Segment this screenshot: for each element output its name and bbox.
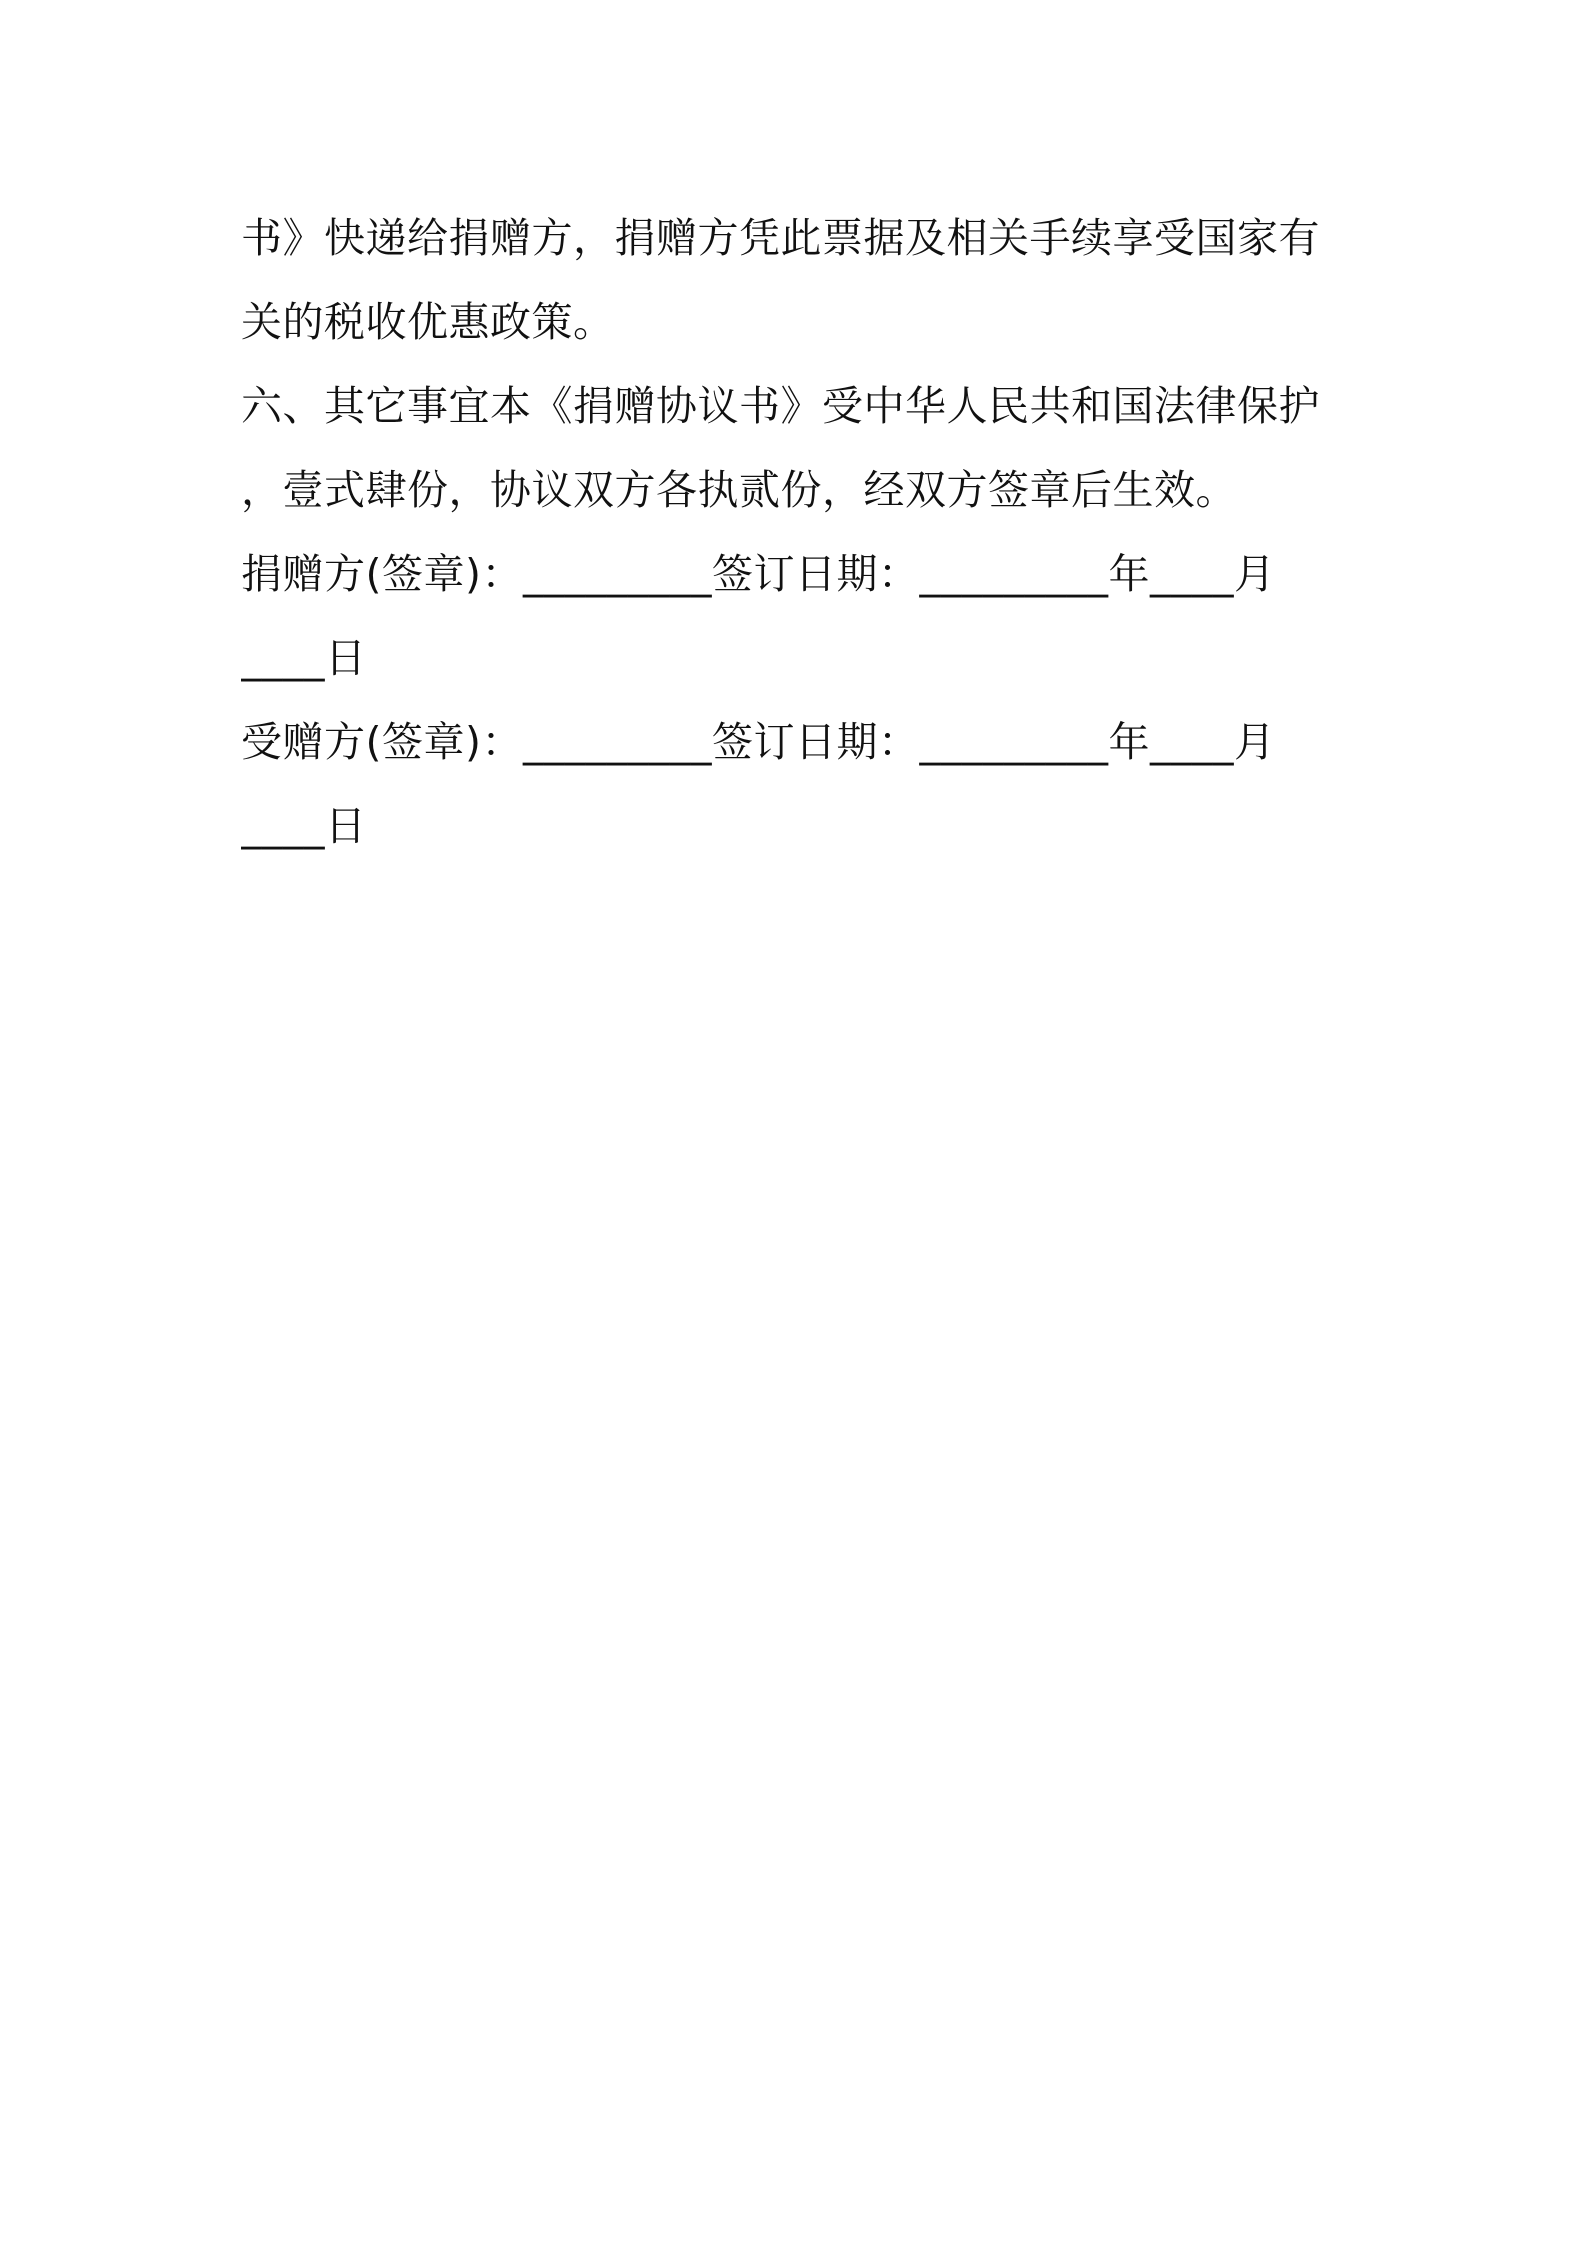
document-body: [241, 196, 1361, 868]
donor-signature-line: 捐赠方(签章)：_________签订日期：_________年____月: [241, 550, 1276, 598]
paragraph-line-tax-policy-end: 关的税收优惠政策。: [241, 298, 615, 346]
paragraph-line-tax-policy: 书》快递给捐赠方，捐赠方凭此票据及相关手续享受国家有: [241, 214, 1320, 262]
clause-six-line-end: ，壹式肆份，协议双方各执贰份，经双方签章后生效。: [241, 466, 1237, 514]
donor-signature-day: ____日: [241, 634, 367, 682]
recipient-signature-day: ____日: [241, 802, 367, 850]
recipient-signature-line: 受赠方(签章)：_________签订日期：_________年____月: [241, 718, 1276, 766]
clause-six-line: 六、其它事宜本《捐赠协议书》受中华人民共和国法律保护: [241, 382, 1320, 430]
